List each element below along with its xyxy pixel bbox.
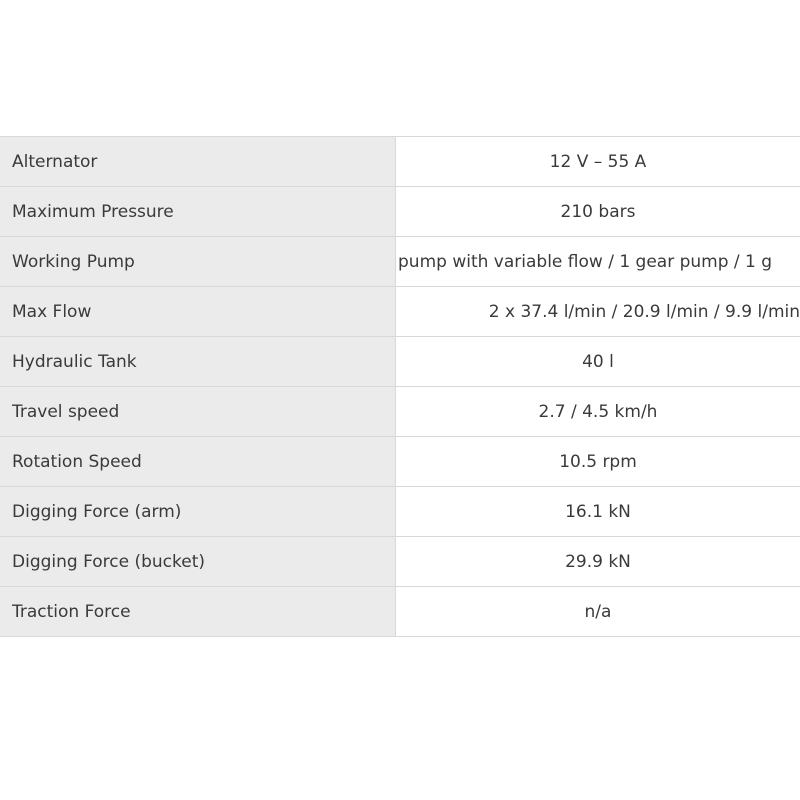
table-row (0, 137, 800, 187)
row-label: Max Flow (0, 287, 396, 336)
row-value-text: 40 l (582, 351, 614, 372)
table-row (0, 387, 800, 437)
row-value (396, 187, 800, 236)
row-value (396, 237, 800, 286)
specifications-table (0, 136, 800, 637)
row-value-text: 29.9 kN (565, 551, 631, 572)
row-value-text: 10.5 rpm (559, 451, 637, 472)
row-label: Hydraulic Tank (0, 337, 396, 386)
row-value-text: 2 x 37.4 l/min / 20.9 l/min / 9.9 l/min (488, 301, 800, 322)
row-label: Rotation Speed (0, 437, 396, 486)
row-value-text: 210 bars (560, 201, 636, 222)
row-value-text: pump with variable flow / 1 gear pump / 1 g (398, 251, 773, 272)
row-value-text: 2.7 / 4.5 km/h (538, 401, 658, 422)
row-value (396, 587, 800, 636)
row-label: Digging Force (arm) (0, 487, 396, 536)
row-value-text: n/a (584, 601, 612, 622)
table-row (0, 287, 800, 337)
row-label: Alternator (0, 137, 396, 186)
row-label: Maximum Pressure (0, 187, 396, 236)
row-value-text: 12 V – 55 A (549, 151, 647, 172)
table-row (0, 337, 800, 387)
row-value (396, 337, 800, 386)
table-row (0, 437, 800, 487)
row-label: Traction Force (0, 587, 396, 636)
table-row (0, 487, 800, 537)
row-label: Working Pump (0, 237, 396, 286)
row-label: Digging Force (bucket) (0, 537, 396, 586)
row-value (396, 437, 800, 486)
table-row (0, 237, 800, 287)
row-value-text: 16.1 kN (565, 501, 631, 522)
table-row (0, 537, 800, 587)
row-value (396, 137, 800, 186)
row-value (396, 387, 800, 436)
row-value (396, 537, 800, 586)
table-row (0, 587, 800, 637)
row-value (396, 287, 800, 336)
table-row (0, 187, 800, 237)
row-value (396, 487, 800, 536)
row-label: Travel speed (0, 387, 396, 436)
